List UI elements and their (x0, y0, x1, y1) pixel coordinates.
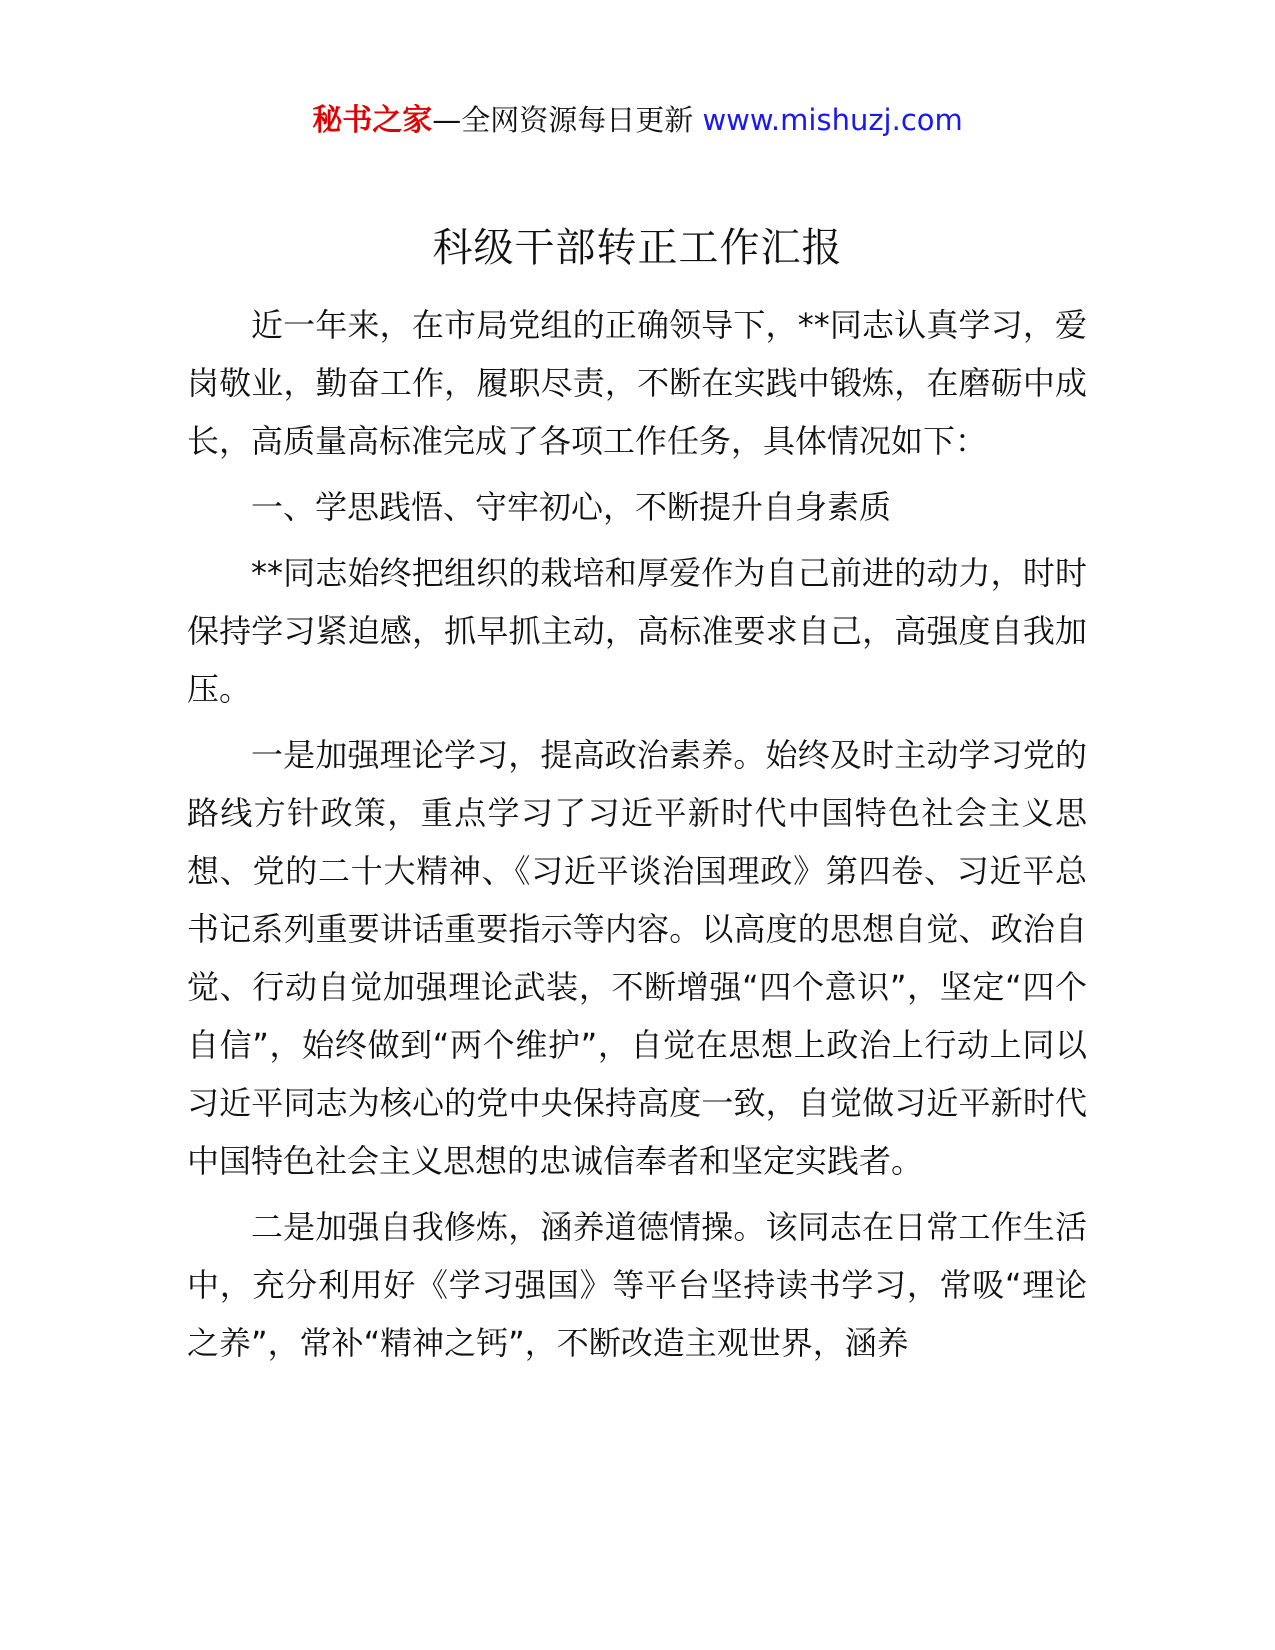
header-tagline: —全网资源每日更新 (432, 103, 703, 137)
paragraph-theory-study: 一是加强理论学习，提高政治素养。始终及时主动学习党的路线方针政策，重点学习了习近平新时代中国特色社会主义思想、党的二十大精神、《习近平谈治国理政》第四卷、习近平总书记系列重要讲话重要指示等内容。以高度的思想自觉、政治自觉、行动自觉加强理论武装，不断增强“四个意识”，坚定“四个自信”，始终做到“两个维护”，自觉在思想上政治上行动上同以习近平同志为核心的党中央保持高度一致，自觉做习近平新时代中国特色社会主义思想的忠诚信奉者和坚定实践者。 (187, 736, 1087, 1180)
site-header (0, 100, 1275, 141)
document-title: 科级干部转正工作汇报 (432, 225, 843, 271)
paragraph-intro: 近一年来，在市局党组的正确领导下，**同志认真学习，爱岗敬业，勤奋工作，履职尽责，不断在实践中锻炼，在磨砺中成长，高质量高标准完成了各项工作任务，具体情况如下： (187, 306, 1087, 460)
brand-name: 秘书之家 (312, 103, 433, 138)
document-body (187, 296, 1087, 1380)
paragraph-section-1-intro: **同志始终把组织的栽培和厚爱作为自己前进的动力，时时保持学习紧迫感，抓早抓主动，高标准要求自己，高强度自我加压。 (187, 554, 1087, 708)
site-url-link[interactable]: www.mishuzj.com (702, 103, 963, 137)
section-heading-1: 一、学思践悟、守牢初心，不断提升自身素质 (251, 488, 892, 526)
paragraph-self-cultivation: 二是加强自我修炼，涵养道德情操。该同志在日常工作生活中，充分利用好《学习强国》等平台坚持读书学习，常吸“理论之养”，常补“精神之钙”，不断改造主观世界，涵养 (187, 1208, 1087, 1362)
